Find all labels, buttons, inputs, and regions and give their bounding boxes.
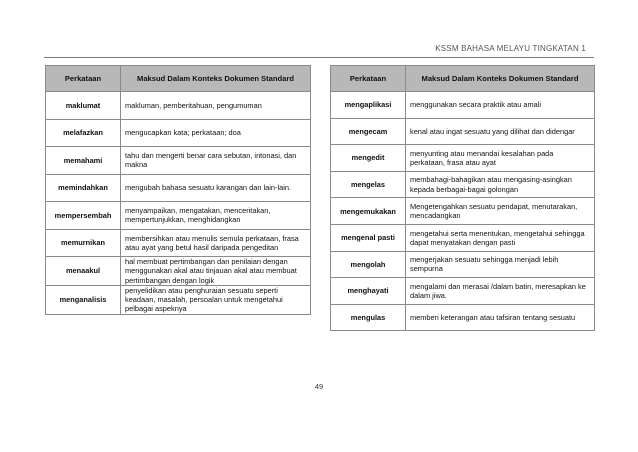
term-cell: mengelas bbox=[331, 171, 406, 198]
meaning-cell: Mengetengahkan sesuatu pendapat, menutarakan, mencadangkan bbox=[406, 198, 595, 225]
table-row bbox=[46, 202, 311, 230]
table-row bbox=[331, 145, 595, 172]
meaning-cell: mengubah bahasa sesuatu karangan dan lain-lain. bbox=[121, 174, 311, 202]
meaning-cell: menggunakan secara praktik atau amali bbox=[406, 92, 595, 119]
page-number: 49 bbox=[314, 382, 324, 391]
meaning-cell: mengetahui serta menentukan, mengetahui sehingga dapat menyatakan dengan pasti bbox=[406, 224, 595, 251]
meaning-cell: membahagi-bahagikan atau mengasing-asingkan kepada berbagai-bagai golongan bbox=[406, 171, 595, 198]
table-row bbox=[46, 174, 311, 202]
table-row bbox=[331, 224, 595, 251]
document-header-title: KSSM BAHASA MELAYU TINGKATAN 1 bbox=[435, 44, 586, 53]
term-cell: mempersembah bbox=[46, 202, 121, 230]
table-row bbox=[331, 92, 595, 119]
term-cell: menghayati bbox=[331, 278, 406, 305]
term-cell: menganalisis bbox=[46, 285, 121, 314]
meaning-cell: membersihkan atau menulis semula perkataan, frasa atau ayat yang betul hasil daripada pengeditan bbox=[121, 229, 311, 257]
header-divider bbox=[44, 57, 594, 58]
table-row bbox=[331, 304, 595, 331]
term-cell: mengedit bbox=[331, 145, 406, 172]
term-cell: mengolah bbox=[331, 251, 406, 278]
term-cell: mengecam bbox=[331, 118, 406, 145]
meaning-cell: hal membuat pertimbangan dan penilaian dengan menggunakan akal atau tinjauan akal atau membuat pertimbangan dengan logik bbox=[121, 257, 311, 286]
meaning-cell: tahu dan mengerti benar cara sebutan, intonasi, dan makna bbox=[121, 147, 311, 175]
table-row bbox=[46, 285, 311, 314]
meaning-cell: makluman, pemberitahuan, pengumuman bbox=[121, 92, 311, 120]
term-cell: mengemukakan bbox=[331, 198, 406, 225]
meaning-cell: penyelidikan atau penghuraian sesuatu seperti keadaan, masalah, persoalan untuk mengetahui pelbagai aspeknya bbox=[121, 285, 311, 314]
table-row bbox=[46, 229, 311, 257]
term-cell: mengaplikasi bbox=[331, 92, 406, 119]
term-cell: memurnikan bbox=[46, 229, 121, 257]
table-row bbox=[46, 119, 311, 147]
term-cell: mengulas bbox=[331, 304, 406, 331]
term-cell: memindahkan bbox=[46, 174, 121, 202]
definitions-table-right bbox=[330, 65, 595, 331]
table-row bbox=[46, 257, 311, 286]
table-header-row bbox=[46, 66, 311, 92]
column-header-term: Perkataan bbox=[331, 66, 406, 92]
meaning-cell: menyampaikan, mengatakan, menceritakan, mempertunjukkan, menghidangkan bbox=[121, 202, 311, 230]
table-row bbox=[331, 251, 595, 278]
table-row bbox=[331, 171, 595, 198]
table-header-row bbox=[331, 66, 595, 92]
table-row bbox=[46, 147, 311, 175]
term-cell: maklumat bbox=[46, 92, 121, 120]
table-row bbox=[46, 92, 311, 120]
meaning-cell: memberi keterangan atau tafsiran tentang sesuatu bbox=[406, 304, 595, 331]
term-cell: memahami bbox=[46, 147, 121, 175]
meaning-cell: menyunting atau menandai kesalahan pada perkataan, frasa atau ayat bbox=[406, 145, 595, 172]
column-header-term: Perkataan bbox=[46, 66, 121, 92]
meaning-cell: mengerjakan sesuatu sehingga menjadi lebih sempurna bbox=[406, 251, 595, 278]
column-header-meaning: Maksud Dalam Konteks Dokumen Standard bbox=[406, 66, 595, 92]
table-row bbox=[331, 278, 595, 305]
table-row bbox=[331, 118, 595, 145]
definitions-table-left bbox=[45, 65, 311, 315]
column-header-meaning: Maksud Dalam Konteks Dokumen Standard bbox=[121, 66, 311, 92]
term-cell: menaakul bbox=[46, 257, 121, 286]
table-row bbox=[331, 198, 595, 225]
term-cell: melafazkan bbox=[46, 119, 121, 147]
meaning-cell: mengucapkan kata; perkataan; doa bbox=[121, 119, 311, 147]
meaning-cell: mengalami dan merasai /dalam batin, meresapkan ke dalam jiwa. bbox=[406, 278, 595, 305]
meaning-cell: kenal atau ingat sesuatu yang dilihat dan didengar bbox=[406, 118, 595, 145]
term-cell: mengenal pasti bbox=[331, 224, 406, 251]
